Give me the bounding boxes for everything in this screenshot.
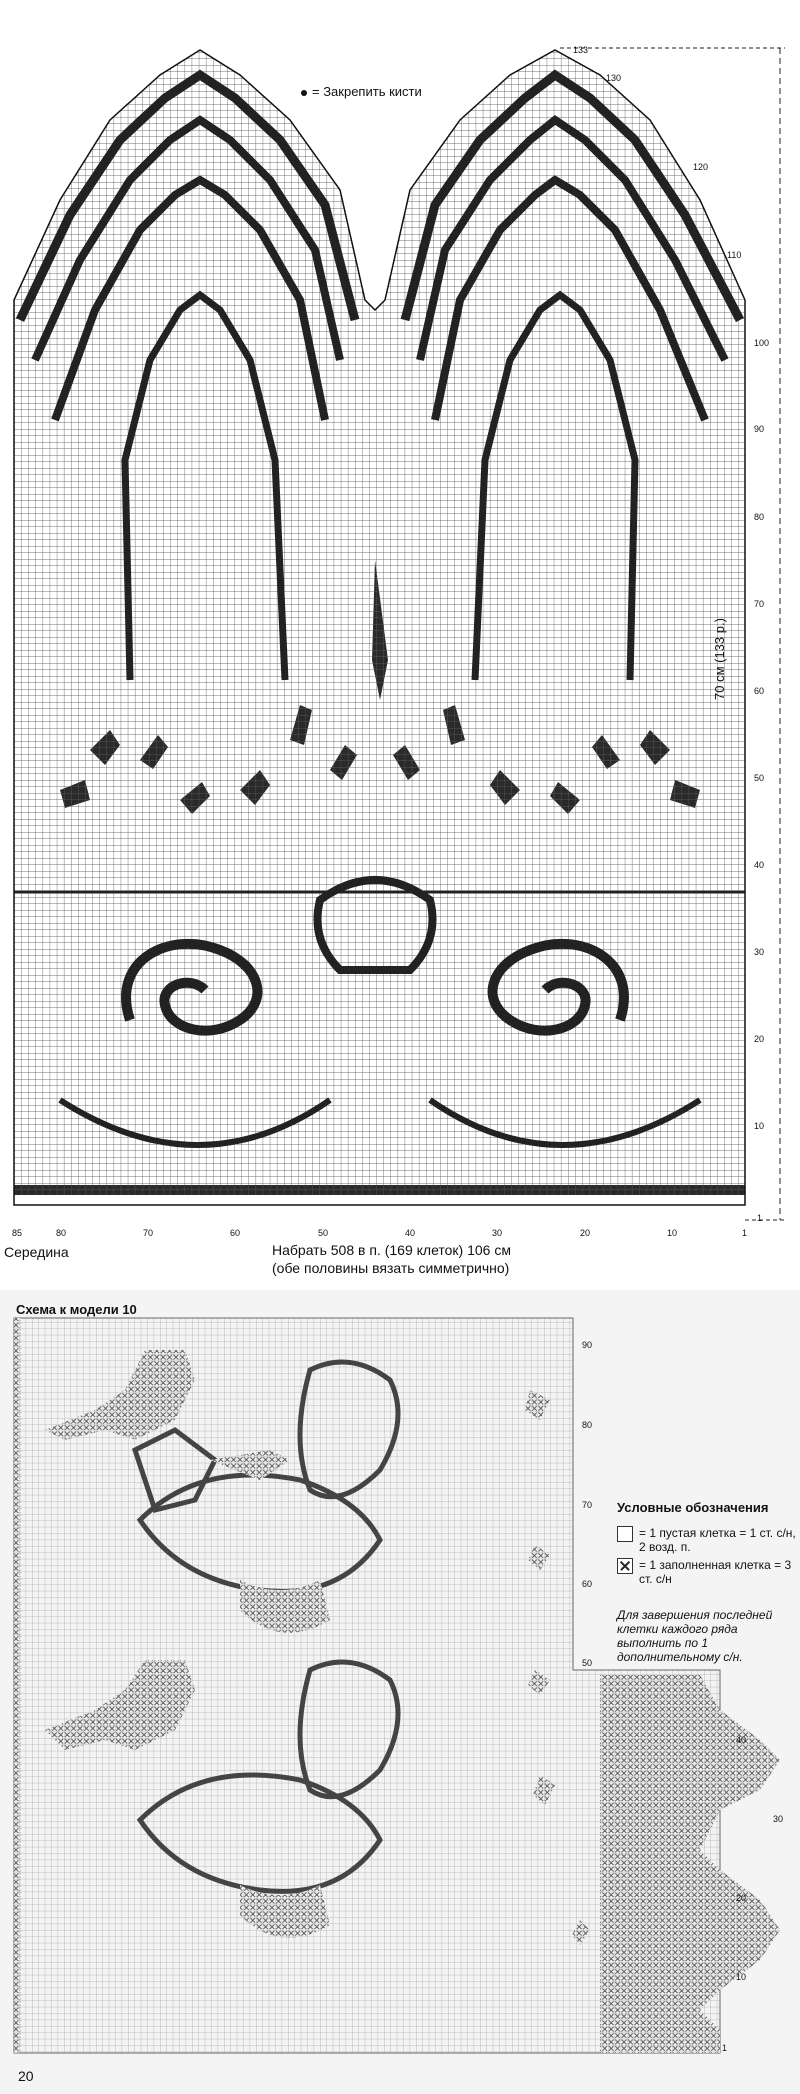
chart2-row-60: 60 [582, 1579, 593, 1589]
chart2-row-40: 40 [736, 1735, 747, 1745]
empty-cell-icon [617, 1526, 633, 1542]
fasten-legend: = Закрепить кисти [312, 84, 422, 99]
col-label-40: 40 [405, 1228, 416, 1238]
col-label-85: 85 [12, 1228, 23, 1238]
middle-label: Середина [4, 1244, 69, 1260]
row-label-110: 110 [727, 250, 742, 260]
chart2-row-20: 20 [736, 1893, 747, 1903]
row-label-60: 60 [754, 686, 765, 696]
col-label-80: 80 [56, 1228, 67, 1238]
chart2-note: Для завершения последней клетки каждого ряда выполнить по 1 дополнительному с/н. [617, 1608, 773, 1664]
col-label-1: 1 [742, 1228, 748, 1238]
caption-line-2: (обе половины вязать симметрично) [272, 1260, 510, 1276]
col-label-30: 30 [492, 1228, 503, 1238]
col-label-50: 50 [318, 1228, 329, 1238]
caption-line-1: Набрать 508 в п. (169 клеток) 106 см [272, 1242, 511, 1258]
filet-chart-model-10 [0, 1290, 800, 2094]
row-label-1: 1 [757, 1213, 763, 1223]
chart2-title: Схема к модели 10 [16, 1302, 137, 1317]
row-label-30: 30 [754, 947, 765, 957]
legend-filled-row [617, 1558, 797, 1586]
row-label-40: 40 [754, 860, 765, 870]
row-label-10: 10 [754, 1121, 765, 1131]
legend-empty-row [617, 1526, 797, 1554]
col-label-60: 60 [230, 1228, 241, 1238]
legend-empty-text: = 1 пустая клетка = 1 ст. с/н, 2 возд. п. [639, 1526, 796, 1554]
col-label-20: 20 [580, 1228, 591, 1238]
row-label-90: 90 [754, 424, 765, 434]
chart2-row-1: 1 [722, 2043, 728, 2053]
chart2-row-50: 50 [582, 1658, 593, 1668]
legend-title: Условные обозначения [617, 1500, 769, 1515]
row-label-120: 120 [693, 162, 709, 172]
chart2-row-10: 10 [736, 1972, 747, 1982]
col-label-70: 70 [143, 1228, 154, 1238]
page-number: 20 [18, 2068, 34, 2084]
col-label-10: 10 [667, 1228, 678, 1238]
chart2-row-80: 80 [582, 1420, 593, 1430]
chart2-row-70: 70 [582, 1500, 593, 1510]
legend-filled-text: = 1 заполненная клетка = 3 ст. с/н [639, 1558, 792, 1586]
row-label-80: 80 [754, 512, 765, 522]
chart2-row-30: 30 [773, 1814, 784, 1824]
row-label-50: 50 [754, 773, 765, 783]
filled-cell-icon [617, 1558, 633, 1574]
row-label-100: 100 [754, 338, 770, 348]
row-label-20: 20 [754, 1034, 765, 1044]
height-dimension-label: 70 см (133 р.) [712, 618, 727, 700]
row-label-133: 133 [573, 45, 589, 55]
row-label-130: 130 [606, 73, 622, 83]
chart2-row-90: 90 [582, 1340, 593, 1350]
row-label-70: 70 [754, 599, 765, 609]
